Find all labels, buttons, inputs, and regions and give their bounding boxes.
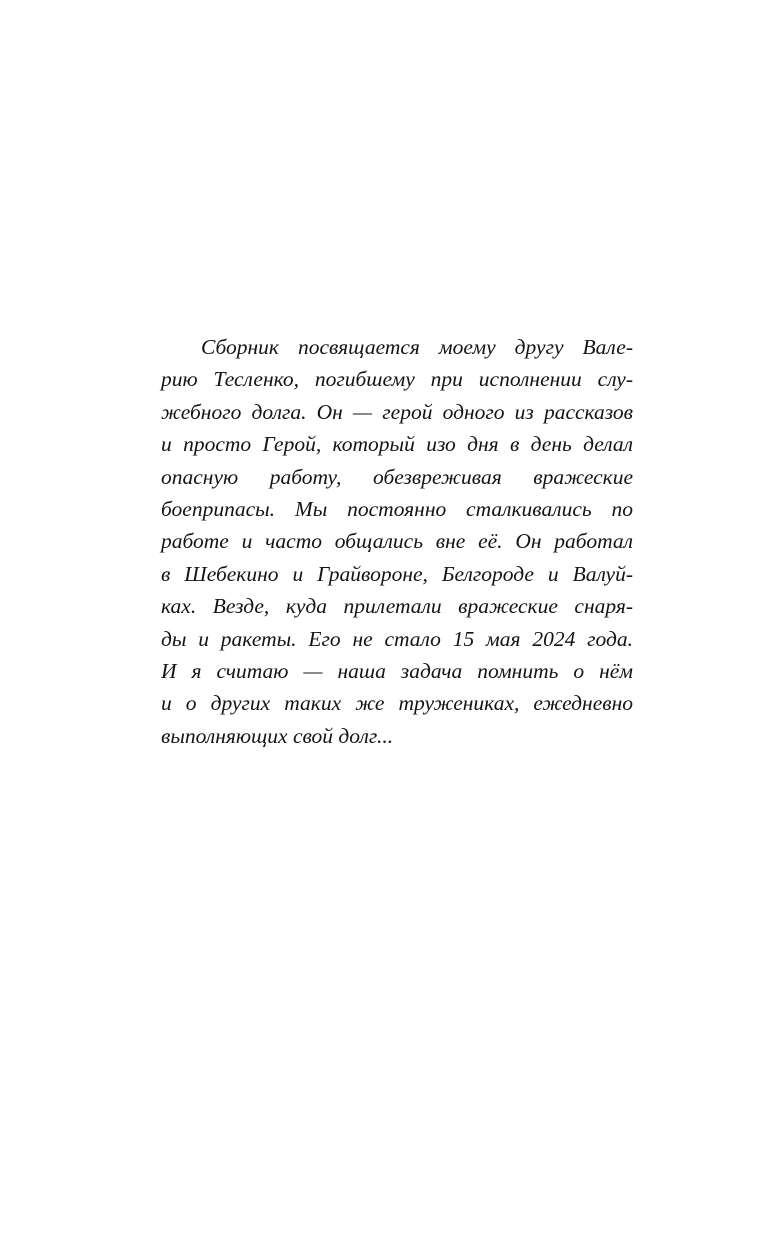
dedication-line: ды и ракеты. Его не стало 15 мая 2024 года.	[161, 626, 633, 651]
dedication-line: в Шебекино и Грайвороне, Белгороде и Валуй-	[161, 561, 633, 586]
dedication-line: ках. Везде, куда прилетали вражеские снаря-	[161, 594, 633, 619]
dedication-line: И я считаю — наша задача помнить о нём	[161, 658, 633, 683]
dedication-line: жебного долга. Он — герой одного из рассказов	[161, 399, 633, 424]
dedication-line: Сборник посвящается моему другу Вале-	[201, 335, 633, 359]
dedication-line: и о других таких же тружениках, ежедневно	[161, 691, 633, 716]
dedication-line: боеприпасы. Мы постоянно сталкивались по	[161, 496, 633, 521]
dedication-paragraph	[161, 331, 633, 752]
dedication-line: выполняющих свой долг...	[161, 723, 394, 748]
dedication-line: и просто Герой, который изо дня в день делал	[161, 432, 633, 457]
dedication-line: работе и часто общались вне её. Он работал	[161, 529, 633, 554]
dedication-line: рию Тесленко, погибшему при исполнении слу-	[161, 367, 633, 392]
dedication-line: опасную работу, обезвреживая вражеские	[161, 464, 633, 489]
